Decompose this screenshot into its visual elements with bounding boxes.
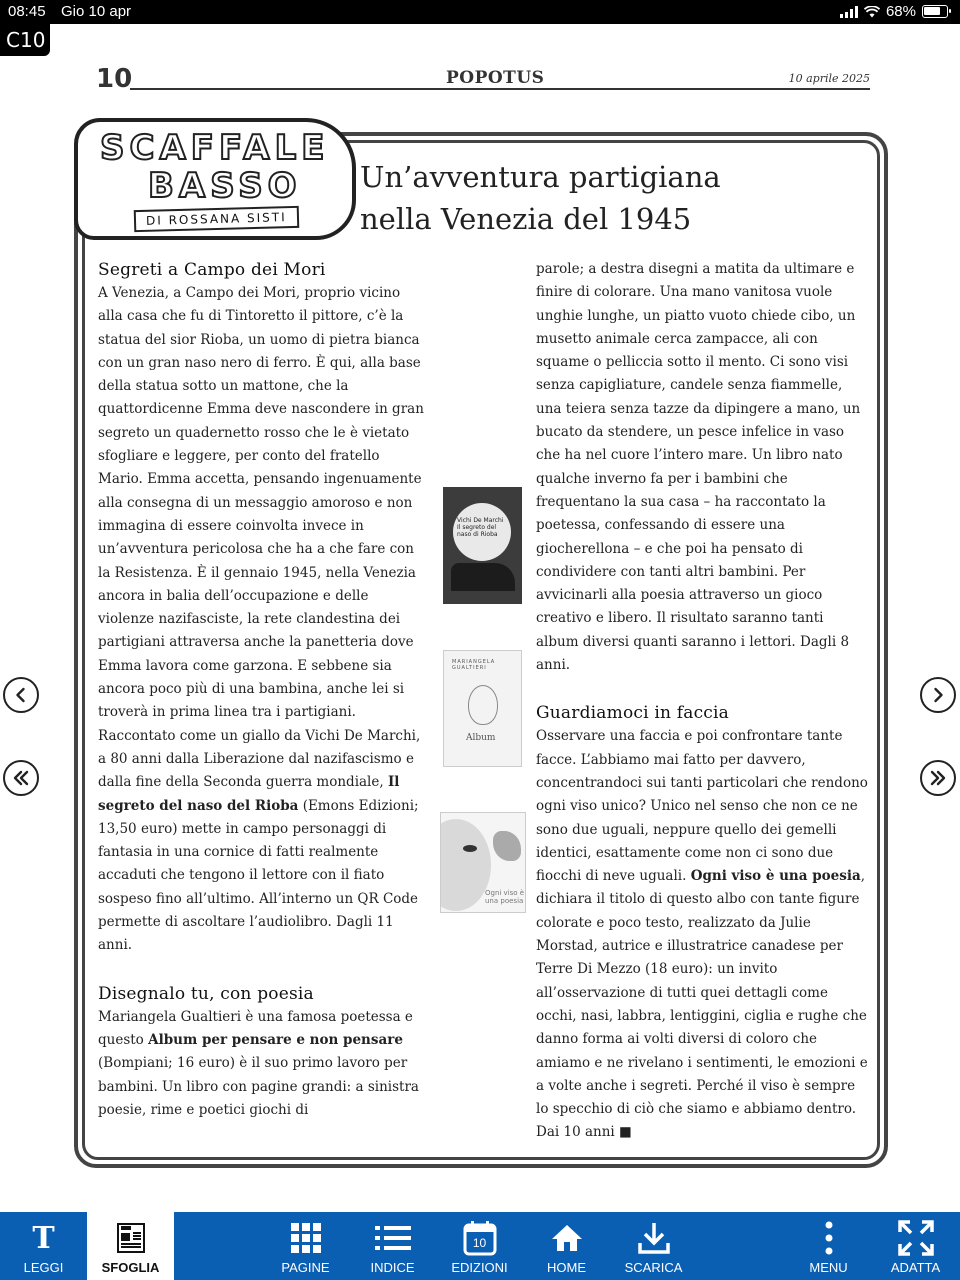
cellular-signal-icon — [840, 6, 858, 18]
toolbar-edizioni-label: EDIZIONI — [451, 1260, 508, 1275]
headline-line2: nella Venezia del 1945 — [360, 202, 692, 236]
chevron-left-icon — [12, 686, 30, 704]
section-title-segreti: Segreti a Campo dei Mori — [98, 260, 326, 280]
section-title-disegnalo: Disegnalo tu, con poesia — [98, 983, 314, 1004]
double-chevron-right-icon — [929, 769, 947, 787]
toolbar-indice-button[interactable] — [349, 1212, 436, 1280]
battery-icon — [922, 5, 948, 18]
battery-percent: 68% — [885, 3, 916, 20]
left-column — [98, 258, 424, 1122]
column-byline: DI ROSSANA SISTI — [134, 206, 299, 232]
header-rule — [130, 88, 870, 90]
toolbar-menu-button[interactable] — [785, 1212, 872, 1280]
cover2-author: MARIANGELA GUALTIERI — [452, 659, 496, 671]
newspaper-header — [96, 64, 870, 94]
disegnalo-book-title: Album per pensare e non pensare — [148, 1031, 403, 1048]
book-cover-ogni-viso — [440, 812, 526, 913]
home-icon — [549, 1220, 585, 1256]
toolbar-scarica-label: SCARICA — [624, 1260, 683, 1275]
section-title-guardiamoci: Guardiamoci in faccia — [536, 703, 729, 724]
disegnalo-text-2: (Bompiani; 16 euro) è il suo primo lavoro per bambini. Un libro con pagine grandi: a sinistra poesie, rime e poetici giochi di — [98, 1055, 419, 1118]
disegnalo-text-1: Mariangela Gualtieri è una famosa poetessa e questo — [98, 1008, 413, 1048]
status-time: 08:45 — [8, 3, 46, 20]
segreti-text-1: A Venezia, a Campo dei Mori, proprio vicino alla casa che fu di Tintoretto il pittore, c’è la statua del sior Rioba, un uomo di pietra bianca con un gran naso nero di ferro. È qui, alla base della statua sotto un mattone, che la quattordicenne Emma deve nascondere in gran segreto un quadernetto rosso che le è vietato sfogliare e leggere, per conto del fratello Mario. Emma accetta, pensando ingenuamente alla consegna di un messaggio amoroso e non immagina di essere coinvolta invece in un’avventura pericolosa che ha a che fare con la Resistenza. È il gennaio 1945, nella Venezia ancora in balia dell’occupazione e delle violenze nazifasciste, la rete clandestina dei partigiani attraversa anche la panetteria dove Emma lavora come garzona. E sebbene sia ancora poco più di una bambina, anche lei si troverà in prima linea tra i partigiani. Raccontato come un giallo da Vichi De Marchi, a 80 anni dalla Liberazione dal nazifascismo e dalla fine della Seconda guerra mondiale, — [98, 285, 424, 791]
book-cover-album — [443, 650, 522, 767]
guardiamoci-text-2: , dichiara il titolo di questo albo con tante figure colorate e poco testo, realizzato da Julie Morstad, autrice e illustratrice canadese per Terre Di Mezzo (18 euro): un invito all’osservazione di tutti quei dettagli come occhi, nasi, labbra, lentiggini, ciglia e rughe che danno forma ai volti diversi di coloro che amiamo e ne rivelano i sentimenti, le emozioni e a volte anche i segreti. Perché il viso è sempre lo specchio di ciò che siamo e abbiamo dentro. Dai 10 anni — [536, 868, 868, 1141]
toolbar-adatta-button[interactable] — [872, 1212, 959, 1280]
toolbar-pagine-label: PAGINE — [281, 1260, 330, 1275]
article-headline — [360, 156, 840, 240]
column-badge — [74, 118, 356, 240]
segreti-book-title: Il segreto del naso del Rioba — [98, 774, 400, 814]
cover3-title: Ogni viso è una poesia — [485, 889, 525, 905]
grid-icon — [288, 1220, 324, 1256]
newspaper-page-number: 10 — [96, 64, 133, 94]
guardiamoci-book-title: Ogni viso è una poesia — [690, 868, 861, 885]
first-page-button[interactable] — [3, 760, 39, 796]
section-text-segreti — [98, 282, 424, 958]
disegnalo-continued: parole; a destra disegni a matita da ultimare e finire di colorare. Una mano vanitosa vuole unghie lunghe, un piatto vuoto chiede cibo, un musetto animale cerca zampacce, ali con squame o pelliccia sotto il mento. Ci sono visi senza capigliature, candele senza fiammelle, una teiera senza tazze da dipingere a mano, un bucato da stendere, un pesce infelice in vaso che ha nel cuore l’intero mare. Un libro nato qualche inverno fa per i bambini che frequentano la sua casa – ha raccontato la poetessa, confessando di essere una giocherellona – e che poi ha pensato di condividere con tanti altri bambini. Per avvicinarli alla poesia attraverso un gioco creativo e libero. Il risultato saranno tanti album diversi quanti saranno i lettori. Dagli 8 anni. — [536, 261, 861, 674]
toolbar-leggi-button[interactable] — [0, 1212, 87, 1280]
toolbar-adatta-label: ADATTA — [890, 1260, 941, 1275]
status-date: Gio 10 apr — [61, 3, 132, 20]
section-text-guardiamoci — [536, 725, 870, 1144]
headline-line1: Un’avventura partigiana — [360, 160, 721, 194]
toolbar-menu-label: MENU — [809, 1260, 848, 1275]
column-badge-line1: SCAFFALE — [100, 128, 330, 168]
right-column — [536, 258, 870, 1145]
next-page-button[interactable] — [920, 677, 956, 713]
cover2-title: Album — [466, 733, 496, 743]
toolbar-edizioni-button[interactable] — [436, 1212, 523, 1280]
toolbar-sfoglia-button[interactable] — [87, 1212, 174, 1280]
previous-page-button[interactable] — [3, 677, 39, 713]
last-page-button[interactable] — [920, 760, 956, 796]
calendar-icon — [462, 1220, 498, 1256]
page-label-badge: C10 — [0, 24, 50, 56]
segreti-text-2: (Emons Edizioni; 13,50 euro) mette in campo personaggi di fantasia in una cornice di fatti realmente accaduti che tengono il lettore con il fiato sospeso fino all’ultimo. All’interno un QR Code permette di ascoltare l’audiolibro. Dagli 11 anni. — [98, 797, 419, 954]
article-end-mark: ■ — [619, 1124, 632, 1141]
toolbar-sfoglia-label: SFOGLIA — [101, 1260, 160, 1275]
wifi-icon — [864, 6, 880, 18]
list-icon — [375, 1220, 411, 1256]
column-badge-line2: BASSO — [148, 166, 302, 206]
newspaper-brand: POPOTUS — [446, 68, 545, 88]
text-t-icon: T — [32, 1220, 55, 1256]
book-cover-segreto-naso-rioba — [443, 487, 522, 604]
status-bar — [0, 0, 960, 24]
chevron-right-icon — [929, 686, 947, 704]
cover1-title: Vichi De Marchi Il segreto del naso di Rioba — [457, 517, 504, 538]
double-chevron-left-icon — [12, 769, 30, 787]
toolbar-leggi-label: LEGGI — [23, 1260, 64, 1275]
newspaper-date: 10 aprile 2025 — [788, 72, 870, 85]
toolbar-home-button[interactable] — [523, 1212, 610, 1280]
section-text-disegnalo — [98, 1006, 424, 1122]
guardiamoci-text-1: Osservare una faccia e poi confrontare tante facce. L’abbiamo mai fatto per davvero, concentrandoci sui tanti particolari che rendono ogni viso unico? Unico nel senso che non ce ne sono due uguali, neppure quello dei gemelli identici, esattamente come non ci sono due fiocchi di neve uguali. — [536, 728, 868, 885]
status-indicators — [840, 3, 948, 20]
toolbar-indice-label: INDICE — [370, 1260, 415, 1275]
toolbar-pagine-button[interactable] — [262, 1212, 349, 1280]
toolbar-home-label: HOME — [547, 1260, 586, 1275]
expand-icon — [898, 1220, 934, 1256]
calendar-day: 10 — [472, 1236, 487, 1250]
bottom-toolbar — [0, 1212, 960, 1280]
toolbar-scarica-button[interactable] — [610, 1212, 697, 1280]
newspaper-icon — [113, 1220, 149, 1256]
more-vertical-icon — [811, 1220, 847, 1256]
download-icon — [636, 1220, 672, 1256]
